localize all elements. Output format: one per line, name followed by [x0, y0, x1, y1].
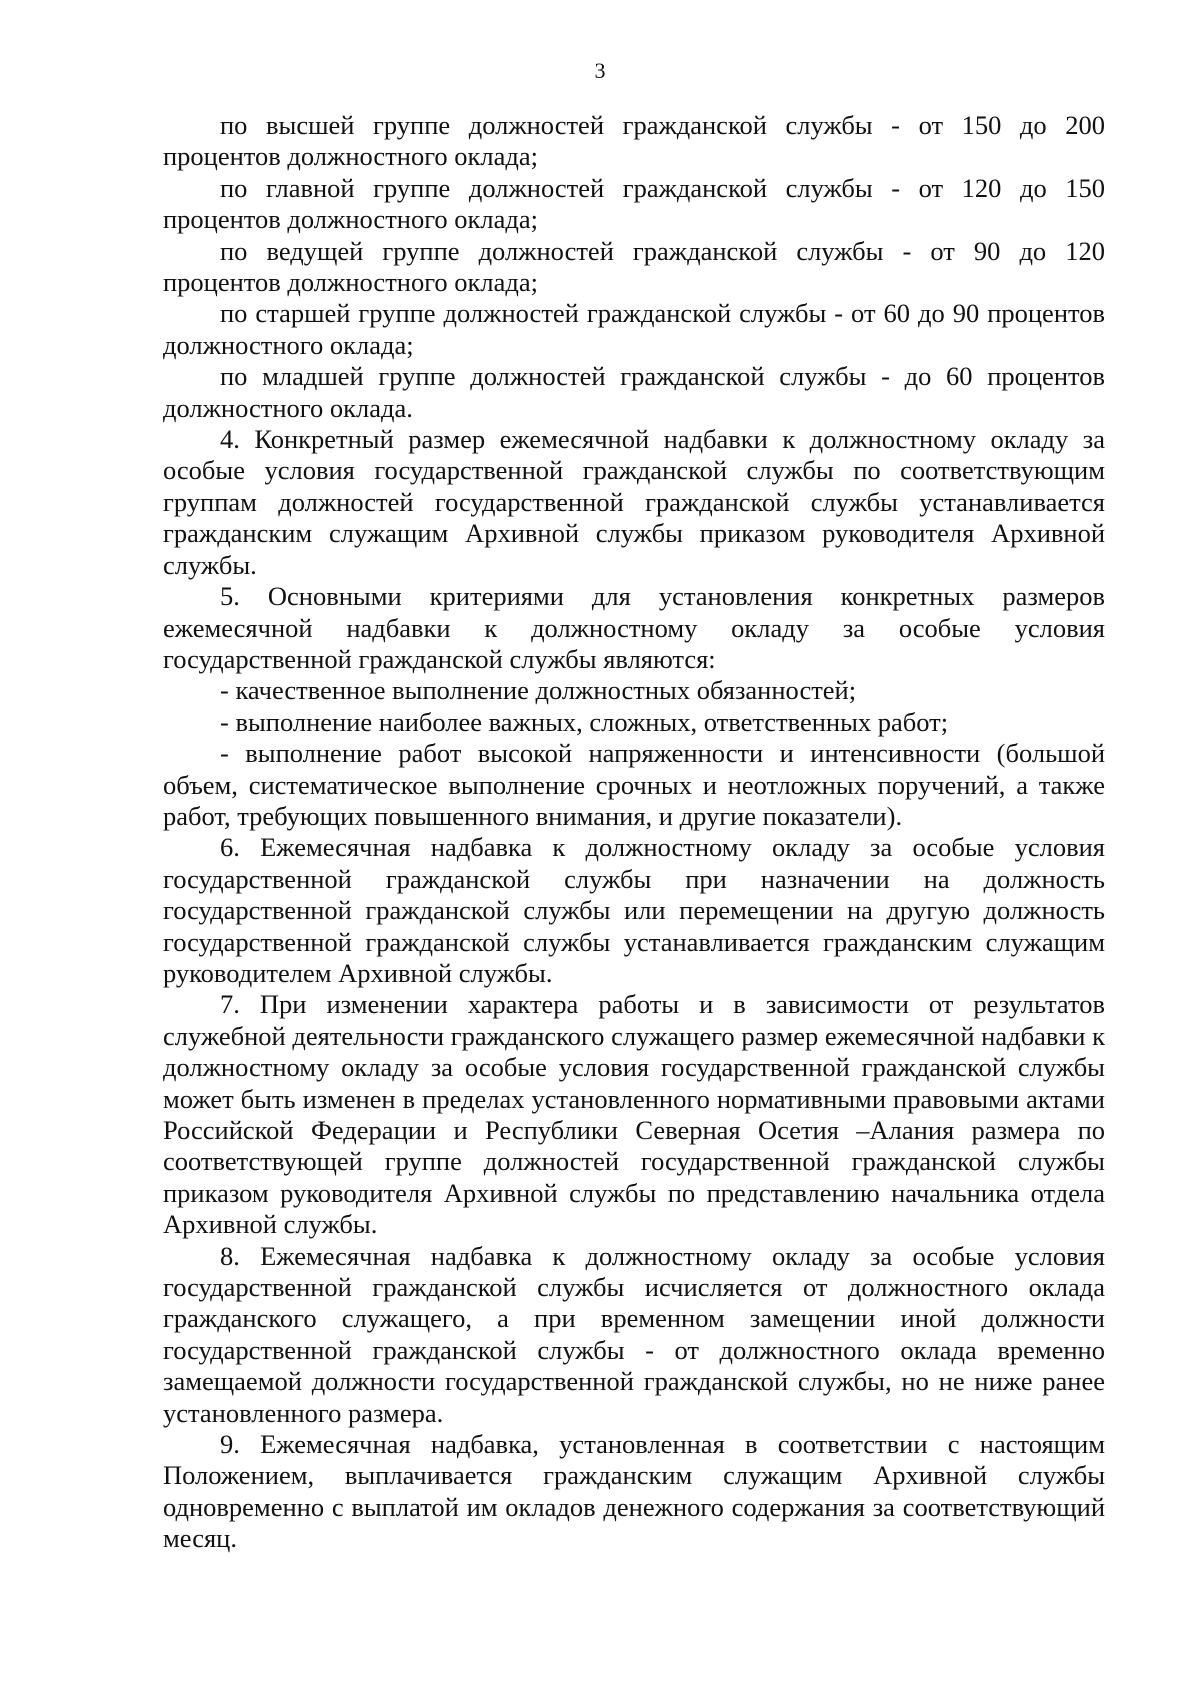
paragraph-item-8: 8. Ежемесячная надбавка к должностному окладу за особые условия государственной гражданской службы исчисляется от должностного оклада гражданского служащего, а при временном замещении иной должности государственной гражданской службы - от должностного оклада временно замещаемой должности государственной гражданской службы, но не ниже ранее установленного размера. [163, 1240, 1105, 1428]
paragraph-senior-group: по старшей группе должностей гражданской службы - от 60 до 90 процентов должностного оклада; [163, 298, 1105, 360]
paragraph-item-5: 5. Основными критериями для установления конкретных размеров ежемесячной надбавки к должностному окладу за особые условия государственной гражданской службы являются: [163, 581, 1105, 674]
paragraph-item-6: 6. Ежемесячная надбавка к должностному окладу за особые условия государственной гражданской службы при назначении на должность государственной гражданской службы или перемещении на другую должность государственной гражданской службы устанавливается гражданским служащим руководителем Архивной службы. [163, 832, 1105, 988]
page-number: 3 [594, 58, 606, 83]
paragraph-item-7: 7. При изменении характера работы и в зависимости от результатов служебной деятельности гражданского служащего размер ежемесячной надбавки к должностному окладу за особые условия государственной гражданской службы может быть изменен в пределах установленного нормативными правовыми актами Российской Федерации и Республики Северная Осетия –Алания размера по соответствующей группе должностей государственной гражданской службы приказом руководителя Архивной службы по представлению начальника отдела Архивной службы. [163, 989, 1105, 1240]
paragraph-leading-group: по ведущей группе должностей гражданской службы - от 90 до 120 процентов должностного оклада; [163, 235, 1105, 298]
paragraph-highest-group: по высшей группе должностей гражданской службы - от 150 до 200 процентов должностного оклада; [163, 110, 1105, 172]
document-body [163, 110, 1105, 1555]
paragraph-item-9: 9. Ежемесячная надбавка, установленная в соответствии с настоящим Положением, выплачивается гражданским служащим Архивной службы одновременно с выплатой им окладов денежного содержания за соответствующий месяц. [163, 1429, 1105, 1554]
criterion-intensity: - выполнение работ высокой напряженности и интенсивности (большой объем, систематическое выполнение срочных и неотложных поручений, а также работ, требующих повышенного внимания, и другие показатели). [163, 738, 1105, 831]
criterion-quality: - качественное выполнение должностных обязанностей; [220, 675, 857, 706]
paragraph-main-group: по главной группе должностей гражданской службы - от 120 до 150 процентов должностного оклада; [163, 172, 1105, 235]
paragraph-junior-group: по младшей группе должностей гражданской службы - до 60 процентов должностного оклада. [163, 361, 1105, 423]
criterion-important-work: - выполнение наиболее важных, сложных, ответственных работ; [220, 706, 949, 737]
paragraph-item-4: 4. Конкретный размер ежемесячной надбавки к должностному окладу за особые условия государственной гражданской службы по соответствующим группам должностей государственной гражданской службы устанавливается гражданским служащим Архивной службы приказом руководителя Архивной службы. [163, 424, 1105, 580]
